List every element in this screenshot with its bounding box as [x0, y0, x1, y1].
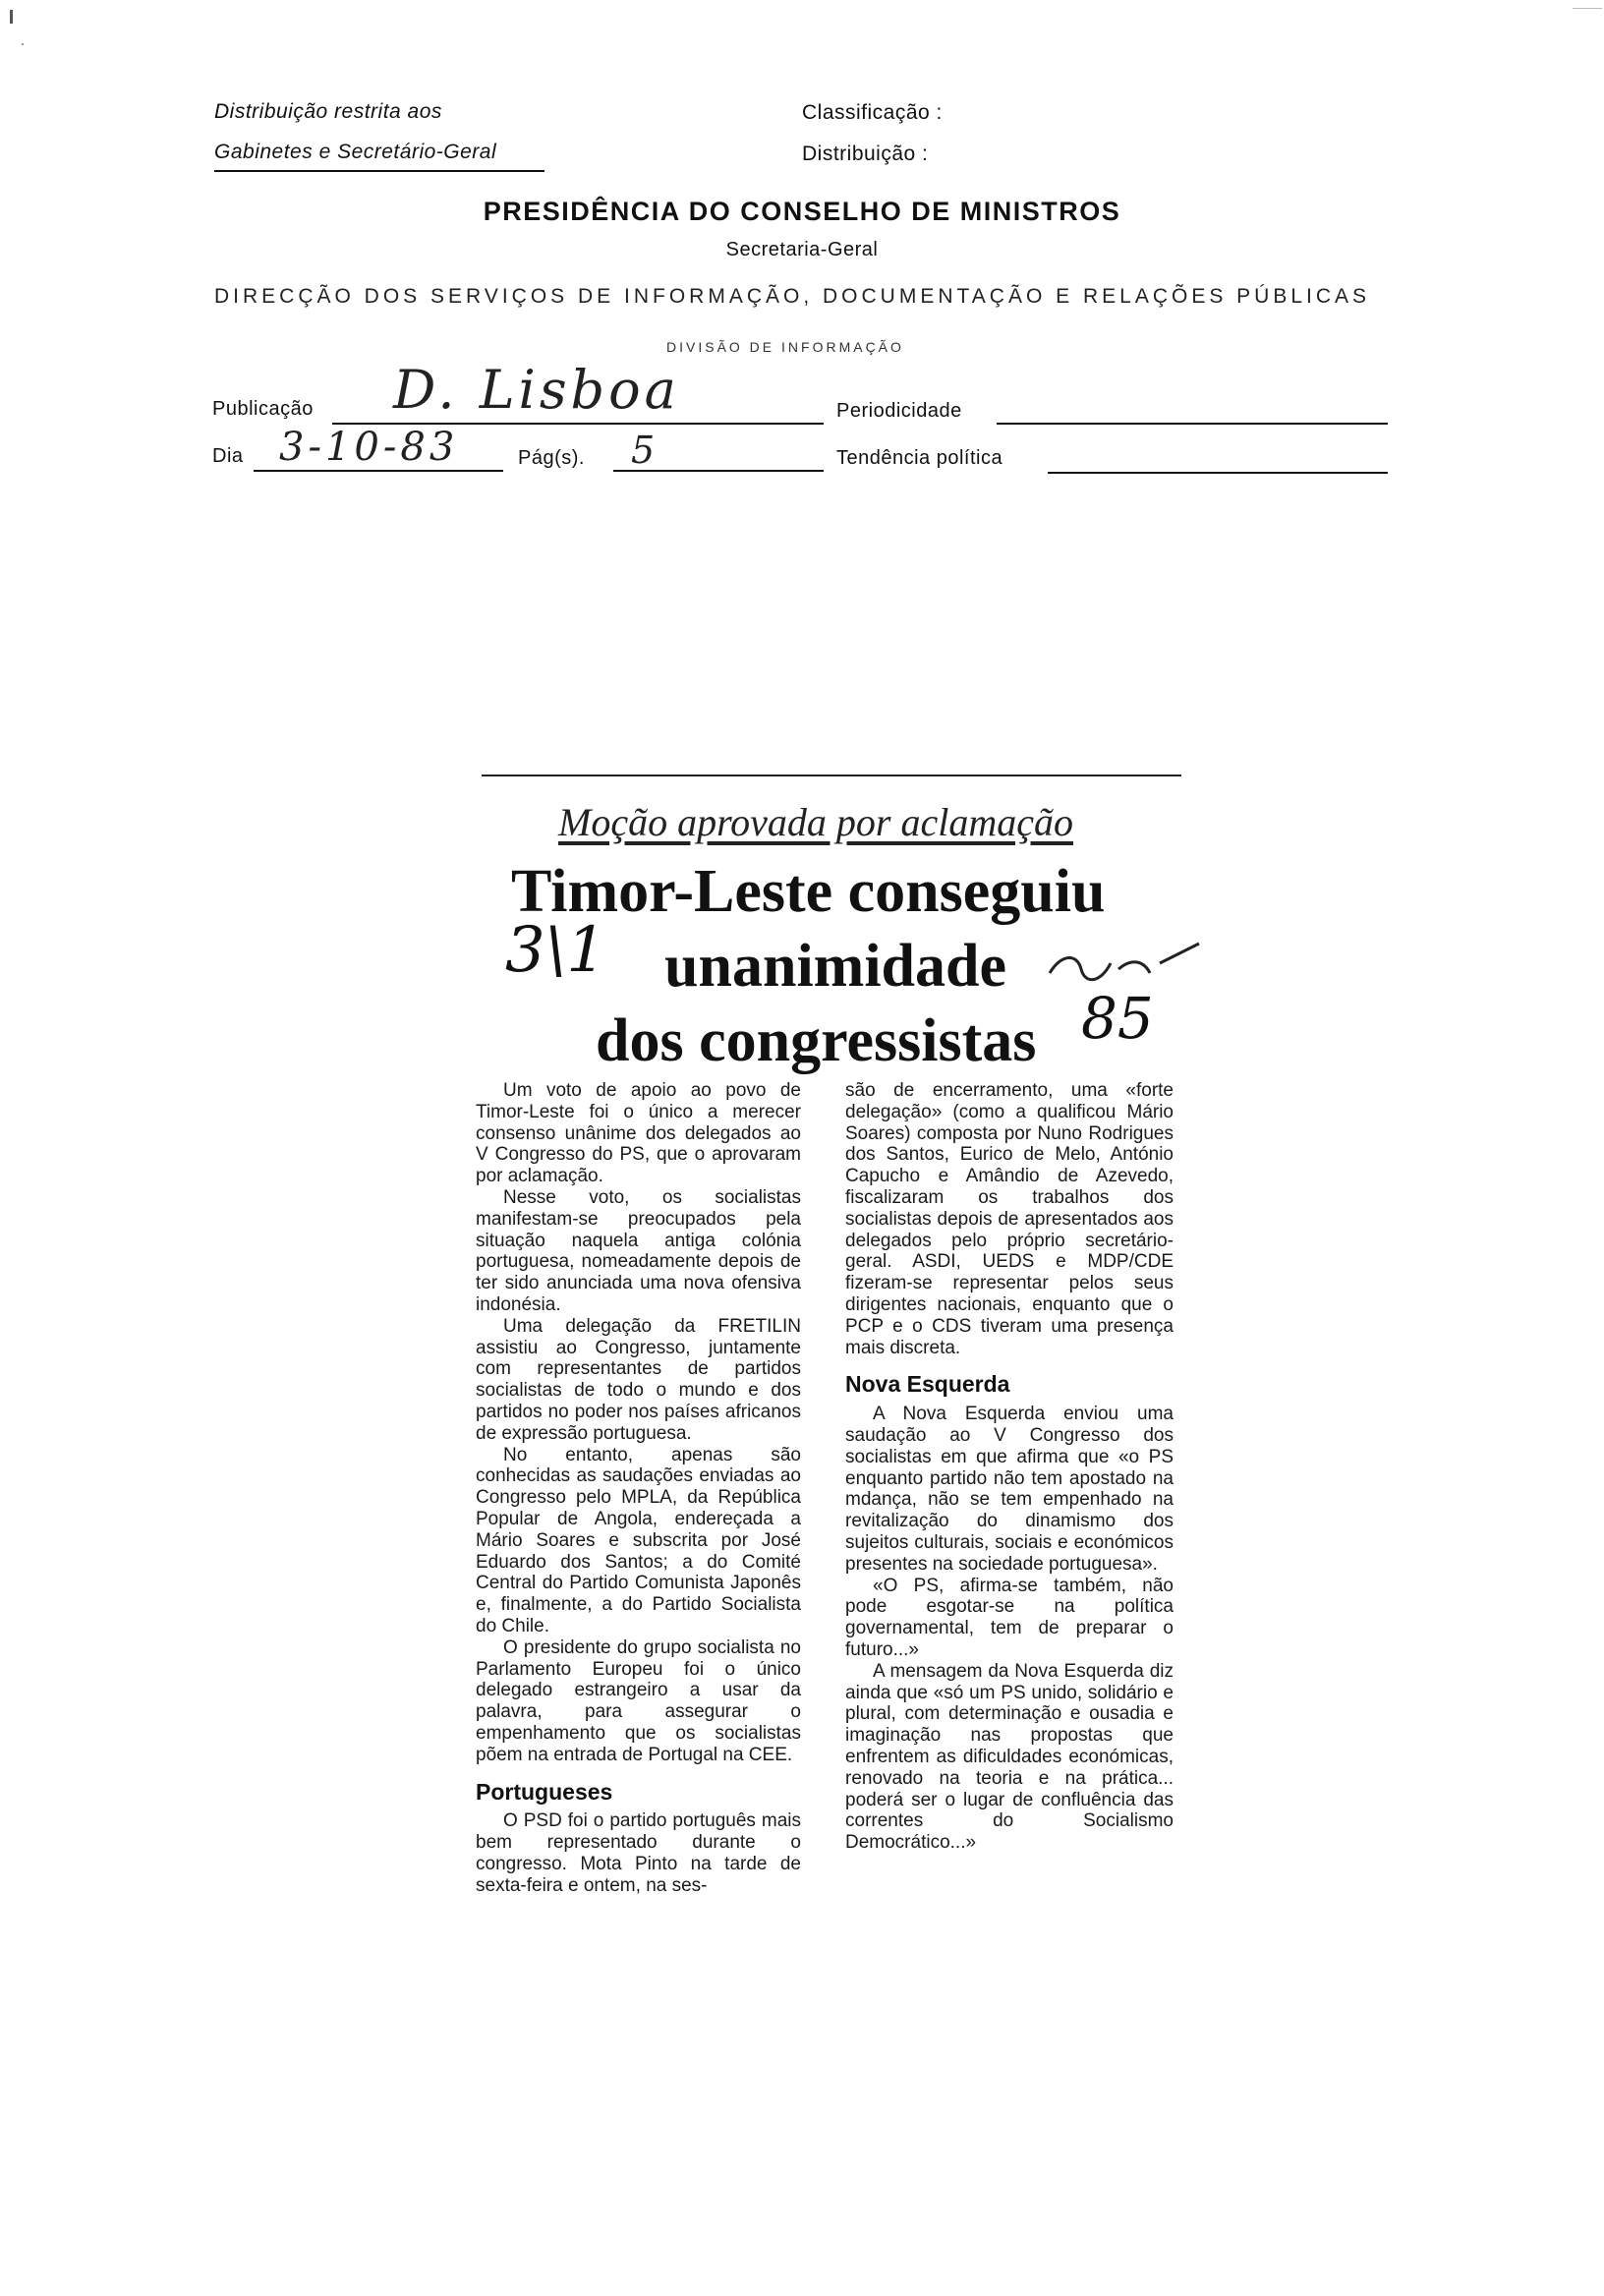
day-line [254, 470, 503, 472]
handwritten-annotation-right: 85 [1081, 985, 1154, 1052]
paragraph: Uma delegação da FRETILIN assistiu ao Congresso, juntamente com representantes de partidos socialistas de todo o mundo e dos partidos no poder nos países africanos de expressão portuguesa. [476, 1315, 801, 1444]
subhead-nova-esquerda: Nova Esquerda [845, 1371, 1010, 1398]
page-subtitle: Secretaria-Geral [725, 239, 879, 260]
handwritten-scrawl [1042, 934, 1219, 1003]
clipping-top-rule [482, 775, 1181, 776]
publication-value: D. Lisboa [393, 359, 680, 421]
scan-mark [10, 10, 13, 24]
article-column-2 [845, 1080, 1174, 1854]
distribution-note-line1: Distribuição restrita aos [214, 100, 442, 123]
scan-speck [22, 43, 24, 45]
department-name: DIRECÇÃO DOS SERVIÇOS DE INFORMAÇÃO, DOCUMENTAÇÃO E RELAÇÕES PÚBLICAS [214, 285, 1371, 308]
headline-line-2: unanimidade [664, 933, 1007, 1000]
publication-label: Publicação [212, 398, 314, 420]
headline-line-1: Timor-Leste conseguiu [511, 858, 1106, 925]
paragraph: No entanto, apenas são conhecidas as saudações enviadas ao Congresso pelo MPLA, da República Popular de Angola, endereçada a Mário Soares e subscrita por José Eduardo dos Santos; a do Comité Central do Partido Comunista Japonês e, finalmente, a do Partido Socialista do Chile. [476, 1444, 801, 1636]
division-name: DIVISÃO DE INFORMAÇÃO [666, 339, 904, 355]
paragraph: A Nova Esquerda enviou uma saudação ao V Congresso dos socialistas em que afirma que «o PS enquanto partido não tem apostado na mdança, não se tem empenhado na revitalização do dinamismo dos sujeitos culturais, sociais e económicos presentes na sociedade portuguesa». [845, 1404, 1174, 1575]
day-label: Dia [212, 445, 244, 467]
paragraph: O presidente do grupo socialista no Parlamento Europeu foi o único delegado estrangeiro a usar da palavra, para assegurar o empenhamento que os socialistas põem na entrada de Portugal na CEE. [476, 1636, 801, 1765]
headline-line-3: dos congressistas [596, 1007, 1037, 1074]
handwritten-annotation-left: 3\1 [505, 914, 606, 987]
periodicity-label: Periodicidade [836, 400, 962, 422]
distribution-label: Distribuição : [802, 143, 929, 165]
classification-label: Classificação : [802, 101, 943, 124]
paragraph: Um voto de apoio ao povo de Timor-Leste foi o único a merecer consenso unânime dos delegados ao V Congresso do PS, que o aprovaram por aclamação. [476, 1080, 801, 1187]
article-column-1 [476, 1080, 801, 1896]
tendency-label: Tendência política [836, 447, 1003, 469]
paragraph: O PSD foi o partido português mais bem representado durante o congresso. Mota Pinto na tarde de sexta-feira e ontem, na ses- [476, 1810, 801, 1896]
paragraph: A mensagem da Nova Esquerda diz ainda que «só um PS unido, solidário e plural, com determinação e ousadia e imaginação nas propostas que enfrentem as dificuldades económicas, renovado na teoria e na prática... poderá ser o lugar de confluência das correntes do Socialismo Democrático...» [845, 1660, 1174, 1854]
page-title: PRESIDÊNCIA DO CONSELHO DE MINISTROS [483, 197, 1121, 226]
scan-speck [1573, 8, 1602, 9]
paragraph: Nesse voto, os socialistas manifestam-se preocupados pela situação naquela antiga colónia portuguesa, nomeadamente depois de ter sido anunciada uma nova ofensiva indonésia. [476, 1186, 801, 1315]
periodicity-line [997, 423, 1388, 425]
pages-label: Pág(s). [518, 447, 585, 469]
paragraph: são de encerramento, uma «forte delegação» (como a qualificou Mário Soares) composta por Nuno Rodrigues dos Santos, Eurico de Melo, António Capucho e Amândio de Azevedo, fiscalizaram os trabalhos dos socialistas depois de apresentados aos delegados pelo próprio secretário-geral. ASDI, UEDS e MDP/CDE fizeram-se representar pelos seus dirigentes nacionais, enquanto que o PCP e o CDS tiveram uma presença mais discreta. [845, 1080, 1174, 1358]
pages-value: 5 [631, 429, 659, 472]
distribution-note-line2: Gabinetes e Secretário-Geral [214, 141, 544, 172]
subhead-portugueses: Portugueses [476, 1778, 613, 1805]
article-kicker: Moção aprovada por aclamação [558, 800, 1073, 844]
paragraph: «O PS, afirma-se também, não pode esgotar-se na política governamental, tem de preparar o futuro...» [845, 1575, 1174, 1660]
tendency-line [1048, 472, 1388, 474]
day-value: 3-10-83 [279, 425, 459, 470]
